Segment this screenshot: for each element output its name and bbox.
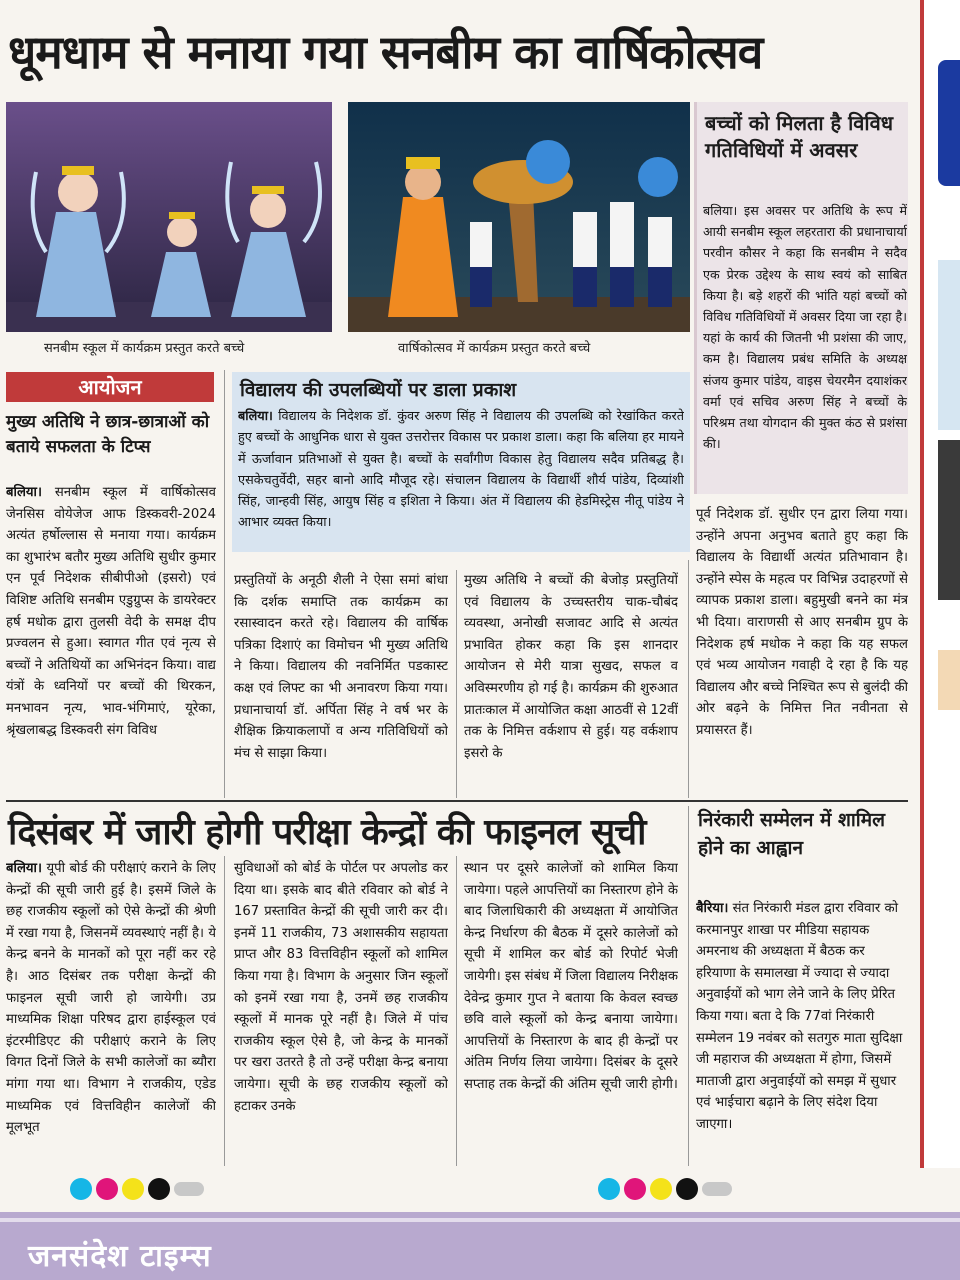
article1-column-2: प्रस्तुतियों के अनूठी शैली ने ऐसा समां बांधा कि दर्शक समाप्ति तक कार्यक्रम का रसास्वादन करते रहे। विद्यालय की वार्षिक पत्रिका दिशाएं का विमोचन भी मुख्य अतिथि ने किया। विद्यालय की नवनिर्मित पडकास्ट कक्ष एवं लिफ्ट का भी अनावरण किया गया। प्रधानाचार्या डॉ. अर्पिता सिंह ने वर्ष भर के शैक्षिक क्रियाकलापों व अन्य गतिविधियों को मंच से साझा किया। — [234, 573, 448, 761]
sidebar-headline: बच्चों को मिलता है विविध गतिविधियों में अवसर — [705, 111, 894, 162]
adjacent-page-edge — [920, 0, 960, 1168]
article1-column-3: मुख्य अतिथि ने बच्चों की बेजोड़ प्रस्तुतियों एवं विद्यालय के उच्चस्तरीय चाक-चौबंद व्यवस्था, अनोखी सजावट आदि से अत्यंत प्रभावित होकर कहा कि इस शानदार आयोजन से मेरी यात्रा सुखद, सफल व अविस्मरणीय हो गई है। कार्यक्रम की शुरुआत प्रातःकाल में आयोजित कक्षा आठवीं से 12वीं तक के निमित्त वर्कशाप से हुई। यह वर्कशाप इसरो के — [464, 573, 678, 761]
column-rule — [688, 560, 689, 798]
dateline: बलिया। — [6, 485, 42, 500]
column-rule — [456, 570, 457, 798]
nirankari-body-text — [696, 898, 908, 1166]
section-divider — [6, 800, 908, 802]
newspaper-footer — [0, 1212, 960, 1280]
nirankari-body: संत निरंकारी मंडल द्वारा रविवार को करमानपुर शाखा पर मीडिया सहायक अमरनाथ की अध्यक्षता में बैठक कर हरियाणा के समालखा में ज्यादा से ज्यादा अनुवाईयों को भाग लेने जाने के लिए प्रेरित किया गया। बता दे कि 77वां निरंकारी सम्मेलन 19 नवंबर को सतगुरु माता सुदिक्षा जी महाराज की अध्यक्षता में होगा, जिसमें माताजी द्वारा अनुवाईयों को समझ में सुधार एवं भाईचारा बढ़ाने के लिए संदेश दिया जाएगा। — [696, 901, 903, 1132]
section-tag: आयोजन — [6, 372, 214, 402]
story-subheadline: मुख्य अतिथि ने छात्र-छात्राओं को बताये सफलता के टिप्स — [6, 412, 210, 457]
achievements-body-text — [238, 406, 684, 550]
main-headline: धूमधाम से मनाया गया सनबीम का वार्षिकोत्सव — [8, 25, 763, 79]
photo-caption: सनबीम स्कूल में कार्यक्रम प्रस्तुत करते बच्चे — [44, 341, 245, 356]
dateline: बैरिया। — [696, 901, 729, 916]
stage-performance-photo — [348, 102, 690, 332]
column-rule — [456, 856, 457, 1166]
exam-centers-headline: दिसंबर में जारी होगी परीक्षा केन्द्रों की फाइनल सूची — [8, 812, 646, 853]
column-rule — [224, 856, 225, 1166]
sidebar-story-box — [694, 102, 908, 494]
article2-column-3: स्थान पर दूसरे कालेजों को शामिल किया जायेगा। पहले आपत्तियों का निस्तारण होने के बाद जिलाधिकारी की अध्यक्षता में आयोजित केन्द्र निर्धारण की बैठक में दूसरे कालेजों को सूची में शामिल कर बोर्ड को रिपोर्ट भेजी जायेगी। इस संबंध में जिला विद्यालय निरीक्षक देवेन्द्र कुमार गुप्त ने बताया कि केवल स्वच्छ छवि वाले स्कूलों को केन्द्र बनाया जायेगा। आपत्तियों के निस्तारण के बाद ही केन्द्रों पर अंतिम निर्णय लिया जायेगा। दिसंबर के दूसरे सप्ताह तक केन्द्रों की अंतिम सूची जारी होगी। — [464, 861, 678, 1092]
sidebar-body-text: बलिया। इस अवसर पर अतिथि के रूप में आयी सनबीम स्कूल लहरतारा की प्रधानाचार्या परवीन कौसर ने कहा कि सनबीम ने सदैव एक प्रेरक उद्देश्य के साथ स्वयं को साबित किया है। बड़े शहरों की भांति यहां बच्चों को विविध गतिविधियों में अवसर दिया जा रहा है। यहां के कार्य की जितनी भी प्रशंसा की जाए, कम है। विद्यालय प्रबंध समिति के अध्यक्ष संजय कुमार पांडेय, वाइस चेयरमैन दयाशंकर वर्मा एवं सचिव अरुण सिंह ने बच्चों के परिश्रम तथा योगदान की मुक्त कंठ से प्रशंसा की। — [703, 203, 907, 452]
photo-caption: वार्षिकोत्सव में कार्यक्रम प्रस्तुत करते बच्चे — [398, 341, 591, 356]
registration-marks — [70, 1178, 204, 1200]
dateline: बलिया। — [6, 861, 42, 876]
achievements-box — [232, 372, 690, 552]
achievements-headline: विद्यालय की उपलब्धियों पर डाला प्रकाश — [240, 379, 517, 401]
nirankari-headline: निरंकारी सम्मेलन में शामिल होने का आह्वान — [698, 809, 885, 859]
article1-col1-text: सनबीम स्कूल में वार्षिकोत्सव जेनसिस वोयेजेज आफ डिस्कवरी-2024 अत्यंत हर्षोल्लास से मनाया गया। कार्यक्रम का शुभारंभ बतौर मुख्य अतिथि सुधीर कुमार एन पूर्व निदेशक सीबीपीओ (इसरो) एवं विशिष्ट अतिथि सनबीम एडुग्रुप्स के डायरेक्टर हर्ष मधोक द्वारा तुलसी वेदी के समक्ष दीप प्रज्वलन से हुआ। स्वागत गीत एवं नृत्य से बच्चों ने अतिथियों का अभिनंदन किया। वाद्य यंत्रों के ध्वनियों पर बच्चों की थिरकन, मनभावन नृत्य, भाव-भंगिमाएं, यूरेका, श्रृंखलाबद्ध डिस्कवरी संग विविध — [6, 485, 216, 738]
newspaper-logo: जनसंदेश टाइम्स — [28, 1239, 212, 1274]
article2-column-1 — [6, 858, 216, 1164]
dateline: बलिया। — [238, 409, 273, 424]
dancers-photo — [6, 102, 332, 332]
achievements-body: विद्यालय के निदेशक डॉ. कुंवर अरुण सिंह ने विद्यालय की उपलब्धि को रेखांकित करते हुए बच्चों के आधुनिक धारा से युक्त उत्तरोत्तर विकास पर प्रकाश डाला। कहा कि बलिया हर मायने में ऊर्जावान प्रतिभाओं से युक्त है। बच्चों के सर्वांगीण विकास हेतु विद्यालय सदैव प्रतिबद्ध है। एसकेचतुर्वेदी, सहर बानो आदि मौजूद रहे। संचालन विद्यालय के विद्यार्थी शौर्य पांडेय, दिव्यांशी सिंह, जान्हवी सिंह, आयुष सिंह व इशिता ने किया। अंत में विद्यालय की हेडमिस्ट्रेस नीतू पांडेय ने आभार व्यक्त किया। — [238, 409, 684, 531]
article2-col1-text: यूपी बोर्ड की परीक्षाएं कराने के लिए केन्द्रों की सूची जारी हुई है। इसमें जिले के छह राजकीय स्कूलों को ऐसे केन्द्रों की श्रेणी में रखा गया है, जिसनमें व्यवस्थाएं नहीं है। ये केन्द्र बनने के मानकों को पूरा नहीं कर रहे है। आठ दिसंबर तक परीक्षा केन्द्रों की फाइनल सूची जारी हो जायेगी। उप्र माध्यमिक शिक्षा परिषद द्वारा हाईस्कूल एवं इंटरमीडिएट की परीक्षाएं कराने के लिए विगत दिनों जिले के सभी कालेजों का ब्यौरा मांगा गया था। विभाग ने राजकीय, एडेड माध्यमिक एवं वित्तविहीन कालेजों की मूलभूत — [6, 861, 216, 1136]
registration-marks — [598, 1178, 732, 1200]
article1-column-1 — [6, 482, 216, 798]
column-rule — [224, 370, 225, 798]
column-rule — [688, 806, 689, 1166]
article2-column-2: सुविधाओं को बोर्ड के पोर्टल पर अपलोड कर दिया था। इसके बाद बीते रविवार को बोर्ड ने 167 प्रस्तावित केन्द्रों की सूची जारी कर दी। इनमें 11 राजकीय, 73 अशासकीय सहायता प्राप्त और 83 वित्तविहीन स्कूलों को शामिल किया गया है। विभाग के अनुसार जिन स्कूलों को इनमें रखा गया है, उनमें छह राजकीय स्कूलों में मानक पूरे नहीं है। जिले में पांच राजकीय स्कूल ऐसे है, जो केन्द्र के मानकों पर खरा उतरते है तो उन्हें परीक्षा केन्द्र बनाया जायेगा। सूची के छह राजकीय स्कूलों को हटाकर उनके — [234, 861, 448, 1114]
article1-column-4: पूर्व निदेशक डॉ. सुधीर एन द्वारा लिया गया। उन्होंने अपना अनुभव बताते हुए कहा कि विद्यालय के विद्यार्थी अत्यंत प्रतिभावान है। उन्होंने स्पेस के महत्व पर विभिन्न उदाहरणों से व्यापक प्रकाश डाला। बहुमुखी बनने का मंत्र भी दिया। वाराणसी से आए सनबीम ग्रुप के निदेशक हर्ष मधोक ने कहा कि यह सफल एवं भव्य आयोजन गवाही दे रहा है कि यह विद्यालय और बच्चे निश्चित रूप से बुलंदी की ओर बढ़ने के निमित्त नित नवीनता से प्रयासरत हैं। — [696, 507, 908, 738]
